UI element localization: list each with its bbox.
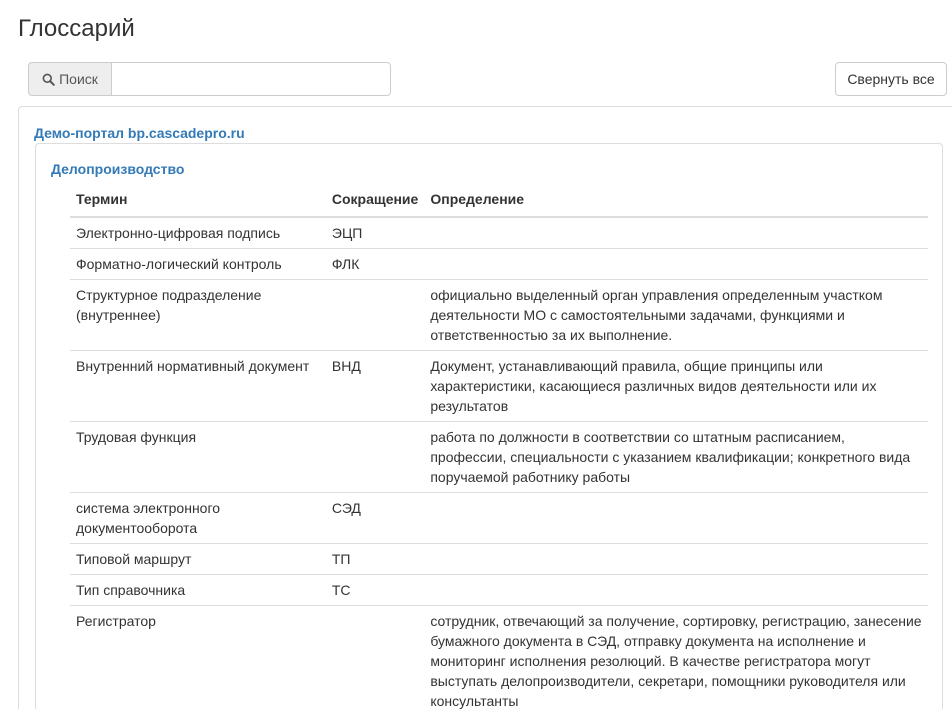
portal-title-link[interactable]: Демо-портал bp.cascadepro.ru	[34, 125, 245, 141]
term-cell: Форматно-логический контроль	[70, 249, 326, 280]
abbr-cell	[326, 280, 424, 351]
definition-cell	[424, 575, 928, 606]
abbr-cell: ТС	[326, 575, 424, 606]
abbr-cell	[326, 606, 424, 709]
definition-cell	[424, 493, 928, 544]
page-title: Глоссарий	[18, 15, 135, 42]
definition-cell: Документ, устанавливающий правила, общие принципы или характеристики, касающиеся различных видов деятельности или их результатов	[424, 351, 928, 422]
search-addon	[28, 62, 111, 96]
table-row	[70, 249, 928, 280]
column-header-definition: Определение	[424, 181, 928, 217]
abbr-cell: ФЛК	[326, 249, 424, 280]
term-cell: Регистратор	[70, 606, 326, 709]
definition-cell: официально выделенный орган управления определенным участком деятельности МО с самостоятельными задачами, функциями и ответственностью за их выполнение.	[424, 280, 928, 351]
search-group	[28, 62, 391, 96]
table-row	[70, 422, 928, 493]
search-addon-label: Поиск	[59, 71, 98, 87]
section-panel	[35, 143, 943, 709]
definition-cell: работа по должности в соответствии со штатным расписанием, профессии, специальности с указанием квалификации; конкретного вида поручаемой работнику работы	[424, 422, 928, 493]
abbr-cell: ЭЦП	[326, 217, 424, 249]
term-cell: Тип справочника	[70, 575, 326, 606]
abbr-cell: ВНД	[326, 351, 424, 422]
term-cell: Типовой маршрут	[70, 544, 326, 575]
table-row	[70, 606, 928, 709]
term-cell: Структурное подразделение (внутреннее)	[70, 280, 326, 351]
abbr-cell: ТП	[326, 544, 424, 575]
table-row	[70, 217, 928, 249]
column-header-term: Термин	[70, 181, 326, 217]
term-cell: Трудовая функция	[70, 422, 326, 493]
table-row	[70, 280, 928, 351]
abbr-cell	[326, 422, 424, 493]
table-row	[70, 544, 928, 575]
definition-cell	[424, 544, 928, 575]
table-row	[70, 575, 928, 606]
definition-cell	[424, 217, 928, 249]
term-cell: система электронного документооборота	[70, 493, 326, 544]
collapse-all-button[interactable]: Свернуть все	[835, 62, 947, 96]
definition-cell: сотрудник, отвечающий за получение, сортировку, регистрацию, занесение бумажного документа в СЭД, отправку документа на исполнение и мониторинг исполнения резолюций. В качестве регистратора могут выступать делопроизводители, секретари, помощники руководителя или консультанты	[424, 606, 928, 709]
search-icon	[42, 73, 55, 86]
column-header-abbr: Сокращение	[326, 181, 424, 217]
abbr-cell: СЭД	[326, 493, 424, 544]
term-cell: Внутренний нормативный документ	[70, 351, 326, 422]
definition-cell	[424, 249, 928, 280]
table-header-row	[70, 181, 928, 217]
search-input[interactable]	[111, 62, 391, 96]
glossary-table	[70, 181, 928, 709]
table-row	[70, 493, 928, 544]
table-row	[70, 351, 928, 422]
portal-panel	[18, 106, 952, 709]
section-title[interactable]: Делопроизводство	[51, 161, 185, 177]
term-cell: Электронно-цифровая подпись	[70, 217, 326, 249]
